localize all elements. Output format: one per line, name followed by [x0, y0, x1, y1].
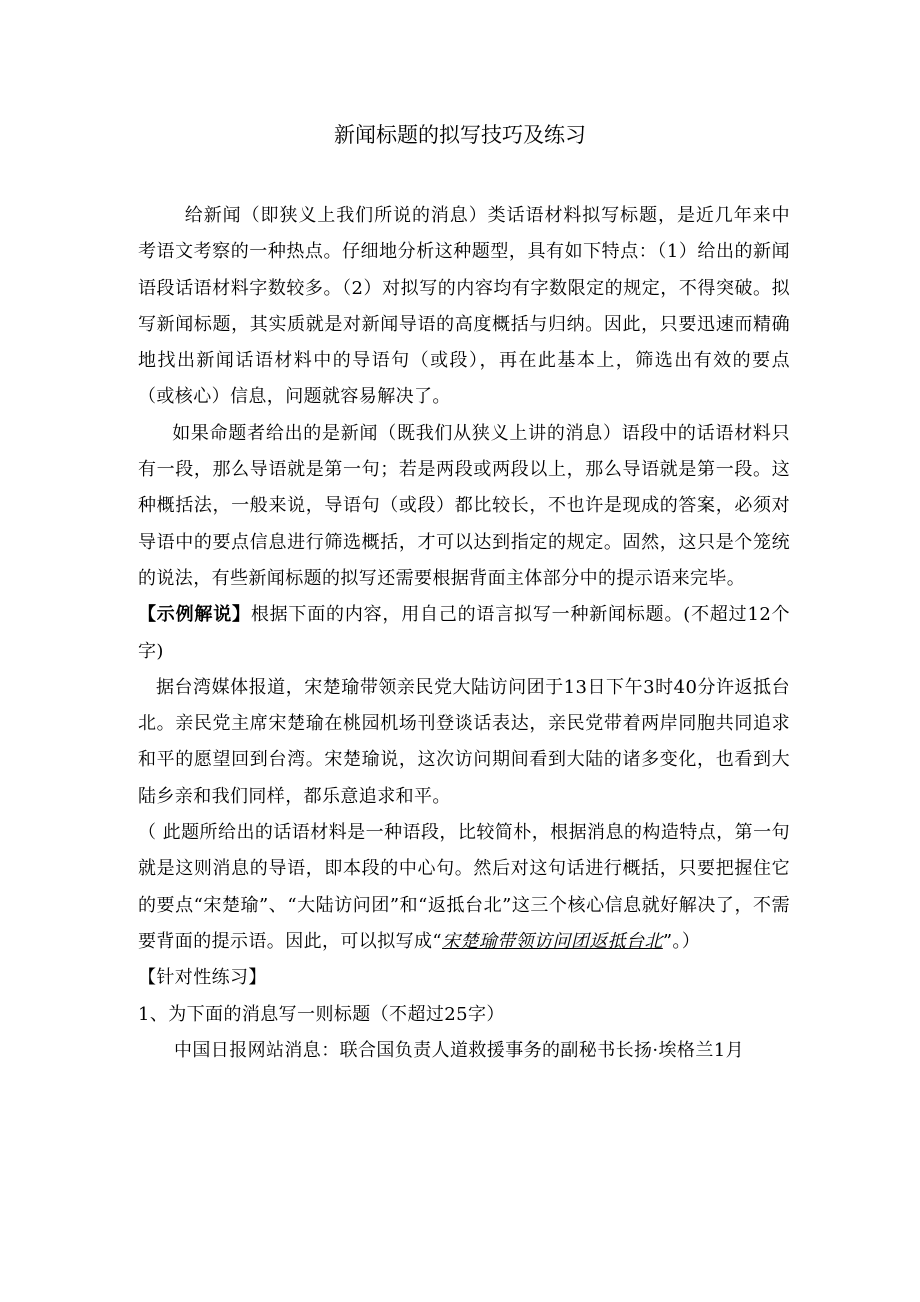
example-heading: 【示例解说】 [138, 604, 251, 626]
practice-heading: 【针对性练习】 [138, 967, 267, 989]
document-body [138, 198, 790, 1069]
analysis-closing: ”。） [662, 930, 701, 952]
method-paragraph: 如果命题者给出的是新闻（既我们从狭义上讲的消息）语段中的话语材料只有一段，那么导语就是第一句；若是两段或两段以上，那么导语就是第一段。这种概括法，一般来说，导语句（或段）都比较长，不也许是现成的答案，必须对导语中的要点信息进行筛选概括，才可以达到指定的规定。固然，这只是个笼统的说法，有些新闻标题的拟写还需要根据背面主体部分中的提示语来完毕。 [138, 422, 790, 589]
question-1: 1、为下面的消息写一则标题（不超过25字） [138, 1003, 505, 1025]
intro-paragraph: 给新闻（即狭义上我们所说的消息）类话语材料拟写标题，是近几年来中考语文考察的一种热点。仔细地分析这种题型，具有如下特点：（1）给出的新闻语段话语材料字数较多。（2）对拟写的内容均有字数限定的规定，不得突破。拟写新闻标题，其实质就是对新闻导语的高度概括与归纳。因此，只要迅速而精确地找出新闻话语材料中的导语句（或段），再在此基本上，筛选出有效的要点（或核心）信息，问题就容易解决了。 [138, 205, 790, 408]
analysis-text: （ 此题所给出的话语材料是一种语段，比较简朴，根据消息的构造特点，第一句就是这则消息的导语，即本段的中心句。然后对这句话进行概括，只要把握住它的要点“宋楚瑜”、“大陆访问团”和“返抵台北”这三个核心信息就好解决了，不需要背面的提示语。因此，可以拟写成“ [138, 822, 790, 952]
example-prompt: 根据下面的内容，用自己的语言拟写一种新闻标题。(不超过12个字) [138, 604, 790, 662]
analysis-paragraph [138, 815, 790, 960]
document-title: 新闻标题的拟写技巧及练习 [334, 123, 586, 147]
analysis-answer: 宋楚瑜带领访问团返抵台北 [442, 930, 663, 952]
question-1-text: 中国日报网站消息：联合国负责人道救援事务的副秘书长扬·埃格兰1月 [174, 1039, 744, 1061]
example-news-paragraph: 据台湾媒体报道，宋楚瑜带领亲民党大陆访问团于13日下午3时40分许返抵台北。亲民党主席宋楚瑜在桃园机场刊登谈话表达，亲民党带着两岸同胞共同追求和平的愿望回到台湾。宋楚瑜说，这次访问期间看到大陆的诸多变化，也看到大陆乡亲和我们同样，都乐意追求和平。 [138, 676, 790, 807]
example-prompt-paragraph [138, 597, 790, 670]
